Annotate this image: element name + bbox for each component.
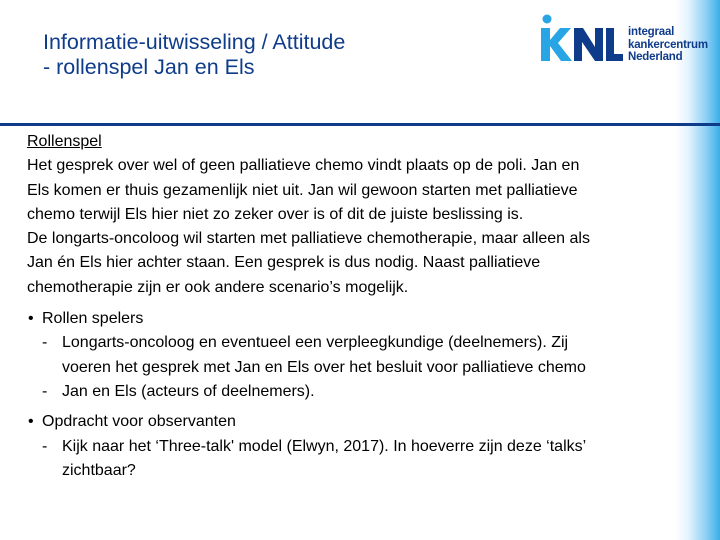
header-divider — [0, 123, 720, 126]
bullet-label: Opdracht voor observanten — [42, 413, 236, 431]
knl-logo — [537, 14, 712, 66]
bullet-item-assignment — [27, 410, 672, 434]
dash-marker: - — [42, 437, 48, 455]
bullet-marker: • — [28, 413, 34, 431]
sub-item — [27, 331, 672, 380]
slide-title — [43, 30, 345, 80]
paragraph-line: Het gesprek over wel of geen palliatieve chemo vindt plaats op de poli. Jan en — [27, 157, 580, 175]
logo-text-line: Nederland — [628, 51, 683, 63]
paragraph-line: De longarts-oncoloog wil starten met palliatieve chemotherapie, maar alleen als — [27, 230, 590, 248]
dash-marker: - — [42, 382, 48, 400]
sub-item-line: Kijk naar het ‘Three-talk' model (Elwyn, 2017). In hoeverre zijn deze ‘talks’ — [62, 437, 587, 455]
side-accent-gradient — [675, 0, 720, 540]
slide-body — [27, 130, 672, 483]
knl-logo-mark — [537, 14, 623, 66]
paragraph-line: Els komen er thuis gezamenlijk niet uit. Jan wil gewoon starten met palliatieve — [27, 181, 578, 199]
paragraph-line: chemo terwijl Els hier niet zo zeker over is of dit de juiste beslissing is. — [27, 205, 524, 223]
bullet-item-roles — [27, 307, 672, 331]
paragraph-2 — [27, 227, 672, 300]
sub-item — [27, 435, 672, 484]
bullet-label: Rollen spelers — [42, 310, 144, 328]
sub-item-line: voeren het gesprek met Jan en Els over het besluit voor palliatieve chemo — [62, 358, 586, 376]
bullet-marker: • — [28, 310, 34, 328]
dash-marker: - — [42, 334, 48, 352]
sub-item — [27, 380, 672, 404]
paragraph-line: chemotherapie zijn er ook andere scenario’s mogelijk. — [27, 278, 409, 296]
paragraph-1 — [27, 154, 672, 227]
sub-item-line: Jan en Els (acteurs of deelnemers). — [62, 382, 315, 400]
title-line-1: Informatie-uitwisseling / Attitude — [43, 30, 346, 54]
sub-item-line: Longarts-oncoloog en eventueel een verpleegkundige (deelnemers). Zij — [62, 334, 569, 352]
sub-item-line: zichtbaar? — [62, 461, 136, 479]
logo-text-line: integraal — [628, 26, 675, 38]
section-heading: Rollenspel — [27, 133, 102, 150]
logo-wordmark — [628, 26, 708, 64]
title-line-2: - rollenspel Jan en Els — [43, 55, 255, 79]
paragraph-line: Jan én Els hier achter staan. Een gesprek is dus nodig. Naast palliatieve — [27, 254, 541, 272]
logo-text-line: kankercentrum — [628, 38, 708, 51]
